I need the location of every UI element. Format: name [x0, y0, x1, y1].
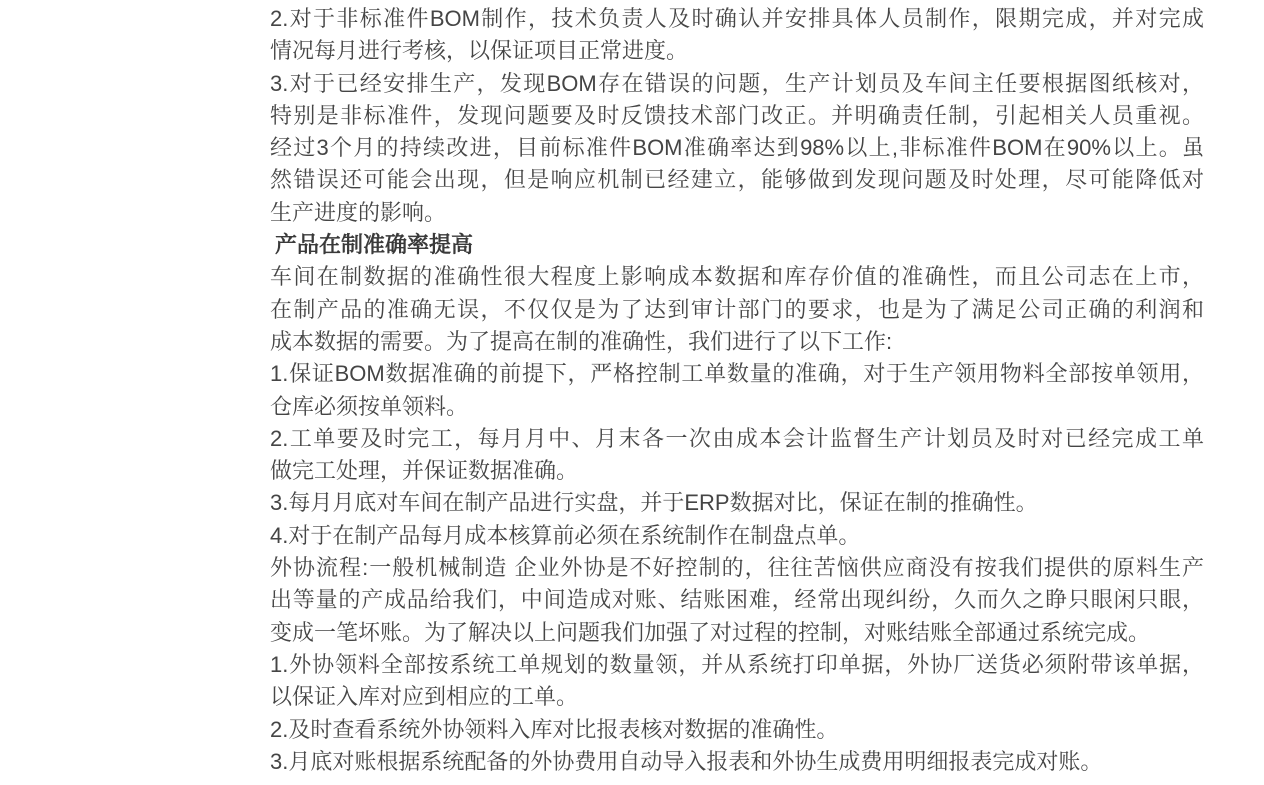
text-line: 情况每月进行考核，以保证项目正常进度。	[270, 38, 689, 64]
text-line: 外协流程:一般机械制造 企业外协是不好控制的，往往苦恼供应商没有按我们提供的原料生产	[270, 555, 1204, 581]
text-line: 2.对于非标准件BOM制作，技术负责人及时确认并安排具体人员制作，限期完成，并对完成	[270, 6, 1204, 31]
text-line: 做完工处理，并保证数据准确。	[270, 458, 579, 484]
text-line: 经过3个月的持续改进，目前标准件BOM准确率达到98%以上,非标准件BOM在90%以上。虽	[270, 135, 1204, 161]
text-line: 特别是非标准件，发现问题要及时反馈技术部门改正。并明确责任制，引起相关人员重视。	[270, 102, 1204, 128]
text-line: 3.对于已经安排生产，发现BOM存在错误的问题，生产计划员及车间主任要根据图纸核对，	[270, 70, 1204, 96]
text-line: 仓库必须按单领料。	[270, 393, 469, 419]
text-line: 车间在制数据的准确性很大程度上影响成本数据和库存价值的准确性，而且公司志在上市，	[270, 264, 1204, 290]
text-line: 1.保证BOM数据准确的前提下，严格控制工单数量的准确，对于生产领用物料全部按单领用，	[270, 361, 1204, 387]
text-line: 3.月底对账根据系统配备的外协费用自动导入报表和外协生成费用明细报表完成对账。	[270, 748, 1103, 774]
text-line: 3.每月月底对车间在制产品进行实盘，并于ERP数据对比，保证在制的推确性。	[270, 490, 1038, 516]
text-line: 2.工单要及时完工，每月月中、月末各一次由成本会计监督生产计划员及时对已经完成工单	[270, 425, 1204, 451]
text-line: 4.对于在制产品每月成本核算前必须在系统制作在制盘点单。	[270, 522, 861, 548]
text-line: 变成一笔坏账。为了解决以上问题我们加强了对过程的控制，对账结账全部通过系统完成。	[270, 619, 1151, 645]
section-heading: 产品在制准确率提高	[275, 232, 474, 258]
document-text-column	[270, 3, 1204, 778]
text-line: 然错误还可能会出现，但是响应机制已经建立，能够做到发现问题及时处理，尽可能降低对	[270, 167, 1204, 193]
text-line: 出等量的产成品给我们，中间造成对账、结账困难，经常出现纠纷，久而久之睁只眼闲只眼，	[270, 587, 1204, 613]
text-line: 2.及时查看系统外协领料入库对比报表核对数据的准确性。	[270, 716, 839, 742]
text-line: 以保证入库对应到相应的工单。	[270, 684, 579, 710]
text-line: 生产进度的影响。	[270, 199, 447, 225]
text-line: 成本数据的需要。为了提高在制的准确性，我们进行了以下工作:	[270, 328, 893, 354]
text-line: 在制产品的准确无误，不仅仅是为了达到审计部门的要求，也是为了满足公司正确的利润和	[270, 296, 1204, 322]
text-line: 1.外协领料全部按系统工单规划的数量领，并从系统打印单据，外协厂送货必须附带该单据，	[270, 651, 1204, 677]
